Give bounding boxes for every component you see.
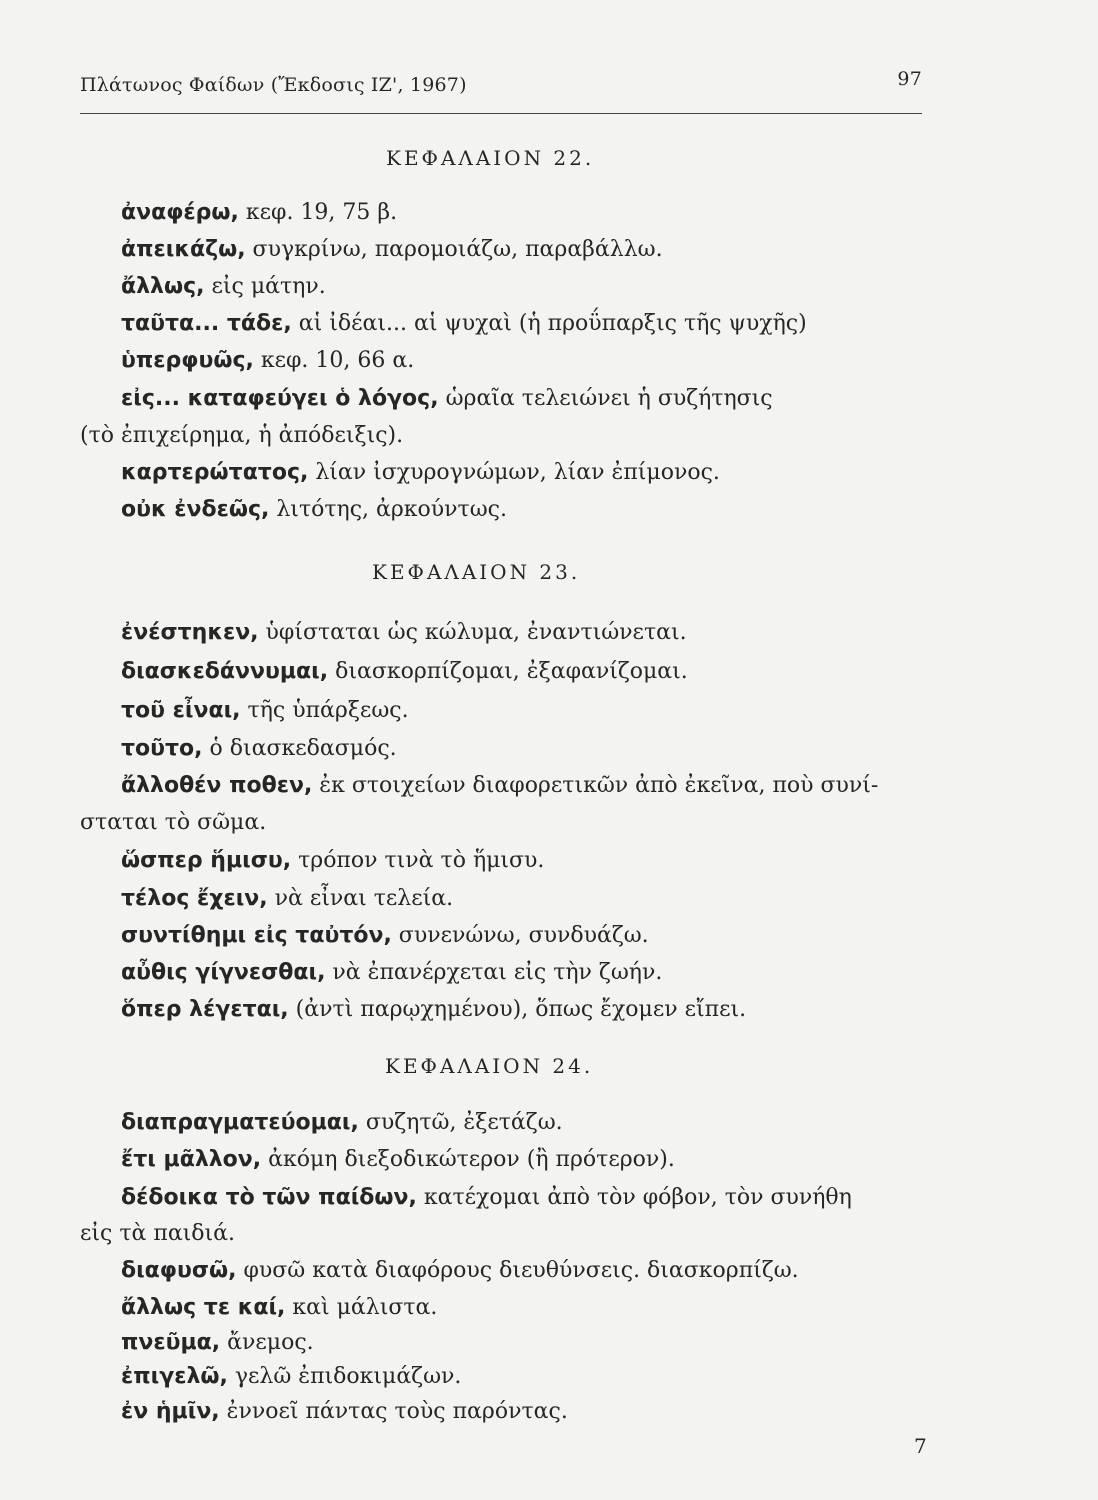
definition: ὁ διασκεδασμός. (202, 736, 397, 761)
headword: συντίθημι εἰς ταὐτόν, (121, 923, 392, 948)
headword: ἐπιγελῶ, (121, 1364, 228, 1389)
headword: ὑπερφυῶς, (121, 348, 254, 373)
definition: τρόπον τινὰ τὸ ἥμισυ. (291, 848, 545, 873)
glossary-entry (121, 1364, 461, 1389)
glossary-entry (121, 923, 649, 948)
definition: ἐννοεῖ πάντας τοὺς παρόντας. (219, 1399, 568, 1424)
definition: ὡραῖα τελειώνει ἡ συζήτησις (438, 386, 773, 411)
glossary-entry (121, 886, 453, 911)
definition: καὶ μάλιστα. (285, 1295, 438, 1320)
header-rule (80, 113, 922, 114)
headword: διασκεδάννυμαι, (121, 659, 329, 684)
glossary-entry (121, 1110, 563, 1135)
headword: ταῦτα... τάδε, (121, 311, 292, 336)
page-number: 97 (897, 68, 922, 90)
glossary-entry (121, 200, 397, 225)
glossary-entry (121, 659, 688, 684)
headword: ἐν ἡμῖν, (121, 1399, 220, 1424)
chapter-heading-22: ΚΕΦΑΛΑΙΟΝ 22. (386, 146, 595, 170)
running-header (80, 68, 922, 96)
chapter-heading-23: ΚΕΦΑΛΑΙΟΝ 23. (372, 560, 581, 584)
headword: τοῦ εἶναι, (121, 698, 241, 723)
definition: κεφ. 10, 66 α. (253, 348, 415, 373)
glossary-entry (121, 773, 878, 798)
glossary-entry (121, 1147, 675, 1172)
entry-continuation: εἰς τὰ παιδιά. (80, 1221, 236, 1246)
headword: ἀναφέρω, (121, 200, 239, 225)
definition: κατέχομαι ἀπὸ τὸν φόβον, τὸν συνήθη (416, 1185, 852, 1210)
signature-mark: 7 (914, 1434, 927, 1458)
definition: νὰ ἐπανέρχεται εἰς τὴν ζωήν. (325, 960, 663, 985)
headword: τέλος ἔχειν, (121, 886, 268, 911)
glossary-entry (121, 1185, 852, 1210)
definition: φυσῶ κατὰ διαφόρους διευθύνσεις. διασκορπίζω. (236, 1258, 799, 1283)
headword: εἰς... καταφεύγει ὁ λόγος, (121, 386, 439, 411)
definition: ἀκόμη διεξοδικώτερον (ἢ πρότερον). (261, 1147, 675, 1172)
entry-continuation: (τὸ ἐπιχείρημα, ἡ ἀπόδειξις). (80, 423, 404, 448)
headword: ἄλλως, (121, 274, 205, 299)
definition: νὰ εἶναι τελεία. (267, 886, 454, 911)
glossary-entry (121, 274, 326, 299)
glossary-entry (121, 386, 773, 411)
headword: διαπραγματεύομαι, (121, 1110, 359, 1135)
headword: τοῦτο, (121, 736, 203, 761)
glossary-entry (121, 848, 544, 873)
definition: κεφ. 19, 75 β. (238, 200, 398, 225)
glossary-entry (121, 460, 720, 485)
headword: ἄλλοθέν ποθεν, (121, 773, 313, 798)
headword: πνεῦμα, (121, 1330, 221, 1355)
glossary-entry (121, 1399, 568, 1424)
entry-continuation: σταται τὸ σῶμα. (80, 810, 267, 835)
definition: ὑφίσταται ὡς κώλυμα, ἐναντιώνεται. (258, 620, 687, 645)
glossary-entry (121, 620, 687, 645)
definition: διασκορπίζομαι, ἐξαφανίζομαι. (328, 659, 688, 684)
headword: διαφυσῶ, (121, 1258, 237, 1283)
headword: ὅπερ λέγεται, (121, 997, 289, 1022)
glossary-entry (121, 997, 746, 1022)
definition: λιτότης, ἀρκούντως. (269, 497, 507, 522)
glossary-entry (121, 1295, 437, 1320)
definition: εἰς μάτην. (204, 274, 326, 299)
glossary-entry (121, 348, 414, 373)
glossary-entry (121, 736, 397, 761)
glossary-entry (121, 311, 807, 336)
definition: ἐκ στοιχείων διαφορετικῶν ἀπὸ ἐκεῖνα, ποὺ συνί- (312, 773, 879, 798)
headword: ἀπεικάζω, (121, 237, 246, 262)
glossary-entry (121, 698, 409, 723)
glossary-entry (121, 960, 662, 985)
glossary-entry (121, 237, 663, 262)
glossary-entry (121, 1258, 799, 1283)
headword: αὖθις γίγνεσθαι, (121, 960, 326, 985)
running-title: Πλάτωνος Φαίδων (Ἔκδοσις ΙΖ', 1967) (80, 74, 467, 96)
definition: αἱ ἰδέαι... αἱ ψυχαὶ (ἡ προΰπαρξις τῆς ψυχῆς) (291, 311, 807, 336)
definition: γελῶ ἐπιδοκιμάζων. (227, 1364, 462, 1389)
headword: οὐκ ἐνδεῶς, (121, 497, 270, 522)
headword: καρτερώτατος, (121, 460, 309, 485)
headword: ὥσπερ ἥμισυ, (121, 848, 292, 873)
headword: ἐνέστηκεν, (121, 620, 259, 645)
chapter-heading-24: ΚΕΦΑΛΑΙΟΝ 24. (385, 1054, 594, 1078)
definition: (ἀντὶ παρῳχημένου), ὅπως ἔχομεν εἴπει. (288, 997, 747, 1022)
headword: ἄλλως τε καί, (121, 1295, 286, 1320)
definition: ἄνεμος. (220, 1330, 314, 1355)
headword: δέδοικα τὸ τῶν παίδων, (121, 1185, 417, 1210)
definition: τῆς ὑπάρξεως. (240, 698, 409, 723)
definition: λίαν ἰσχυρογνώμων, λίαν ἐπίμονος. (308, 460, 720, 485)
definition: συνενώνω, συνδυάζω. (391, 923, 649, 948)
headword: ἔτι μᾶλλον, (121, 1147, 262, 1172)
glossary-entry (121, 1330, 314, 1355)
definition: συζητῶ, ἐξετάζω. (358, 1110, 563, 1135)
definition: συγκρίνω, παρομοιάζω, παραβάλλω. (245, 237, 663, 262)
glossary-entry (121, 497, 507, 522)
